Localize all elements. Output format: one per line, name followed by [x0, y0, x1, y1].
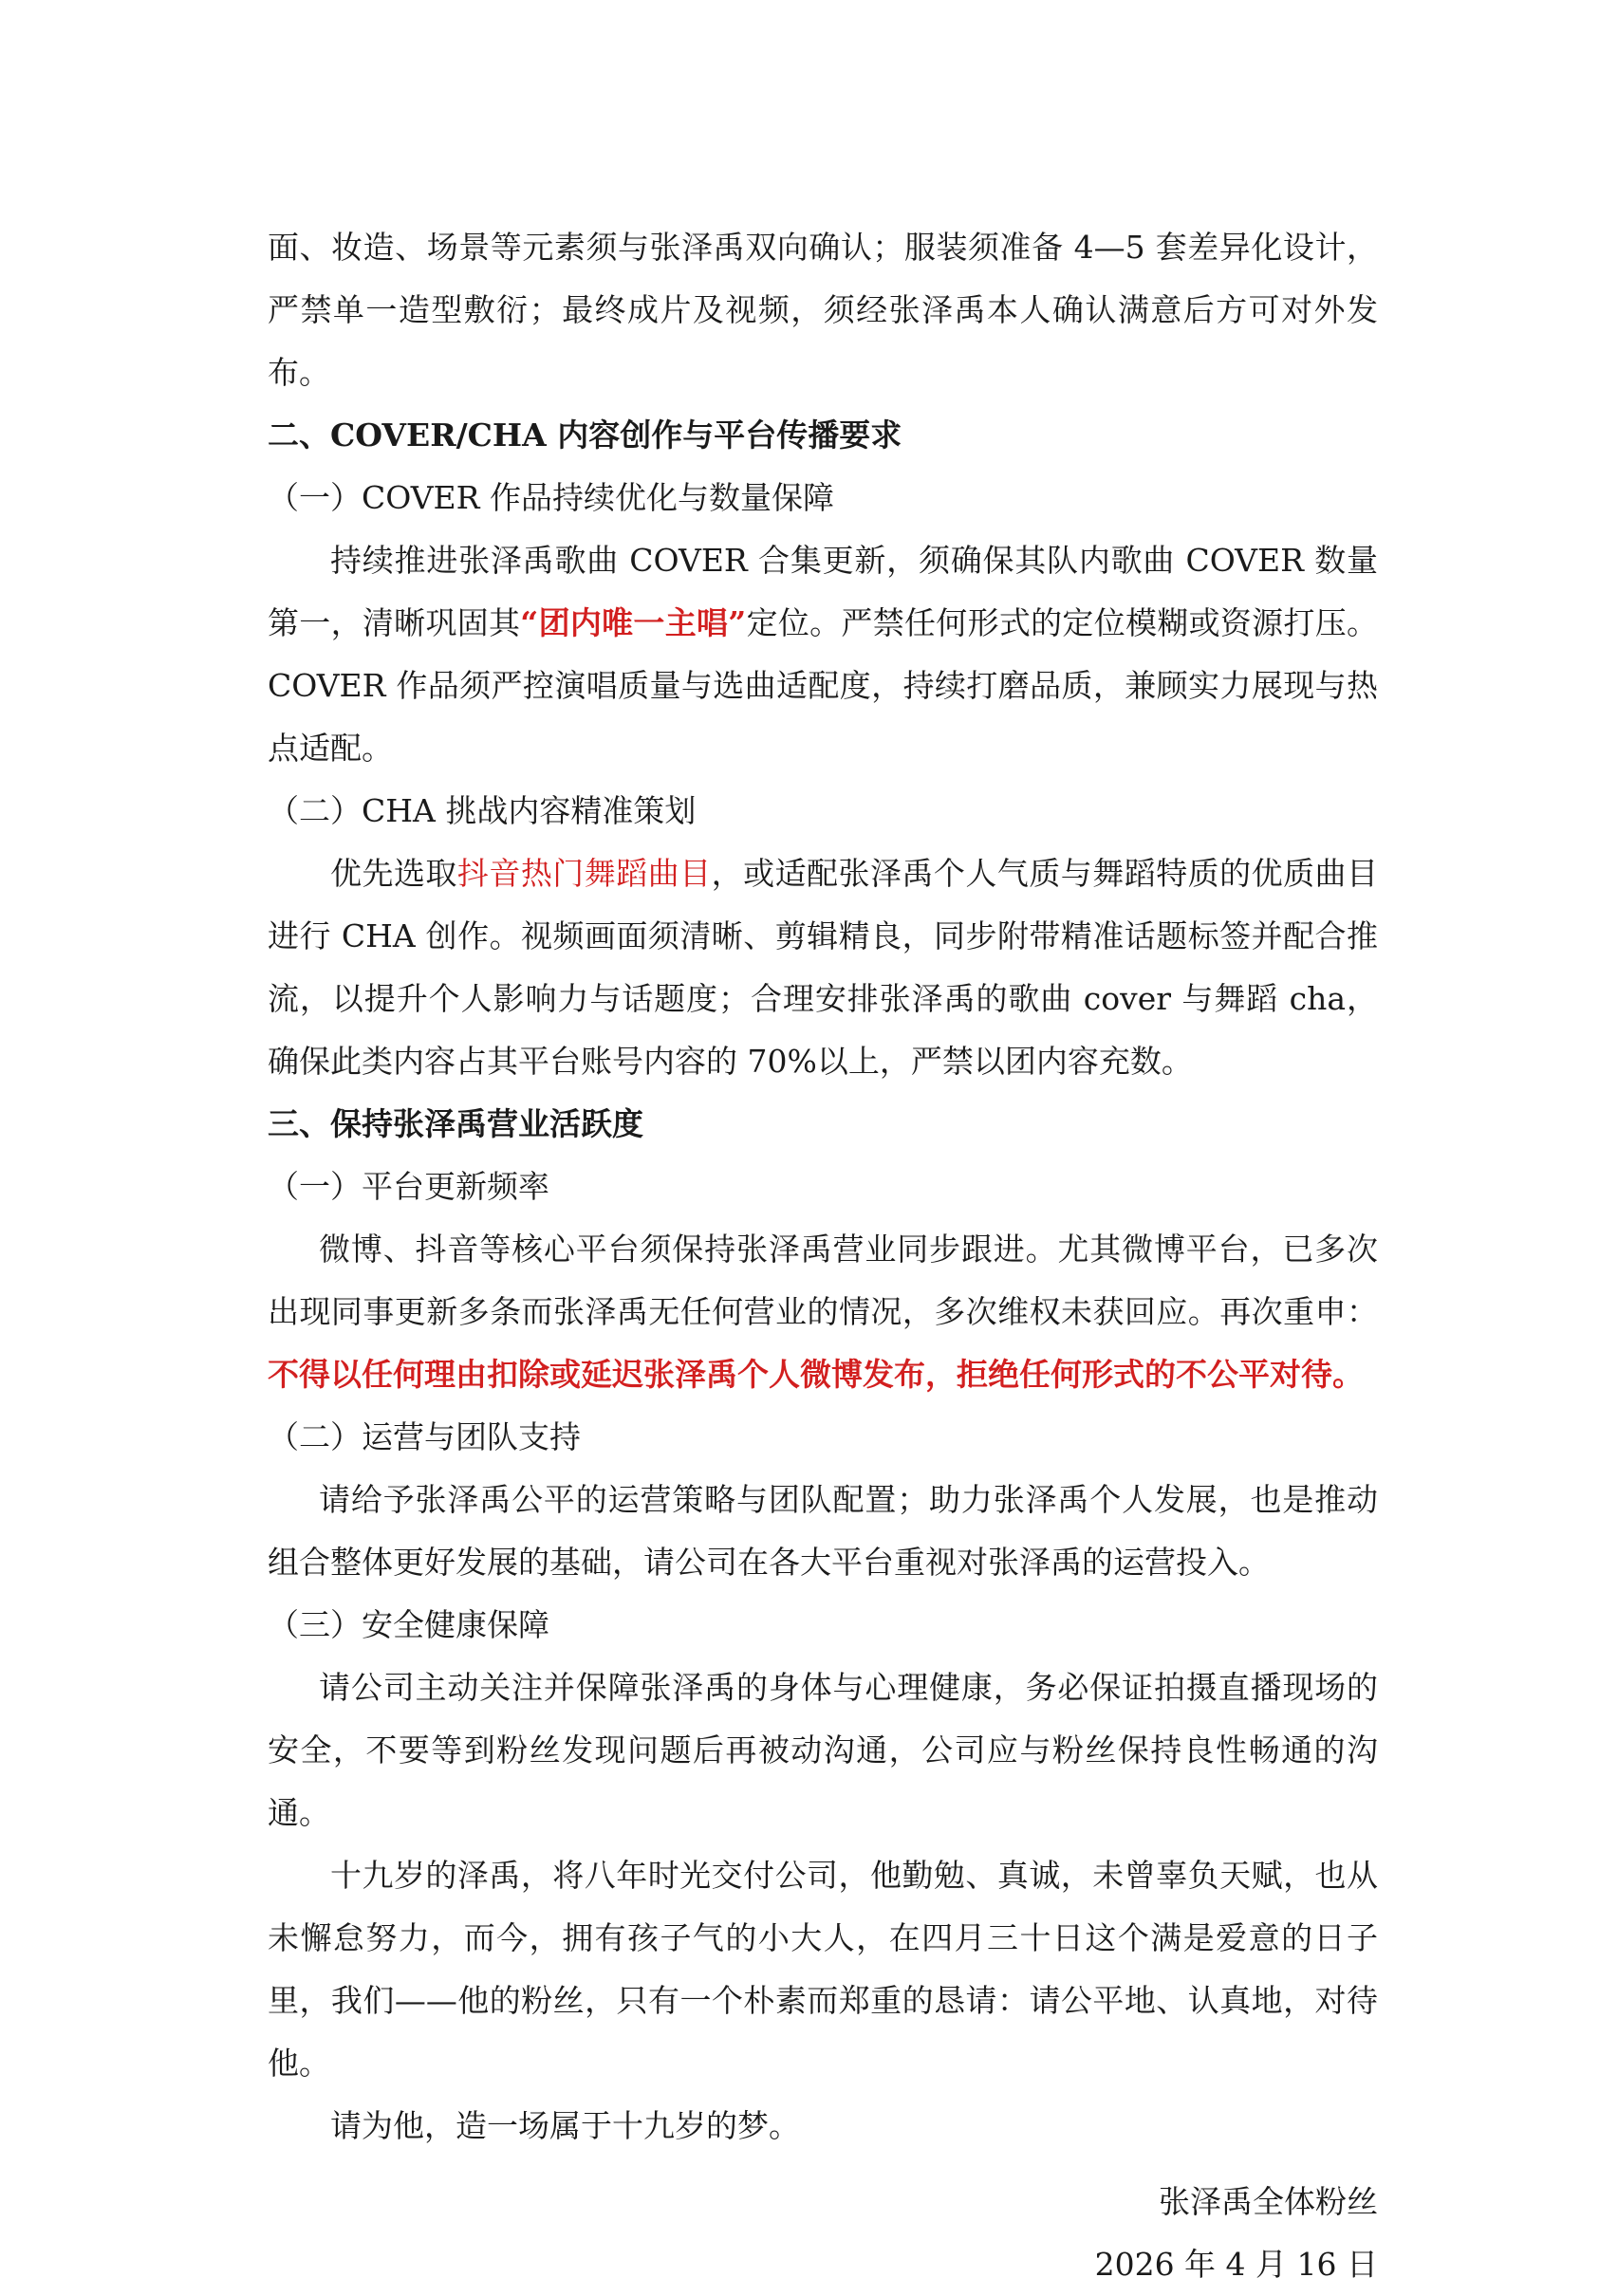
section-2-sub-1-heading: （一）COVER 作品持续优化与数量保障: [268, 479, 834, 516]
paragraph-text: 定位。严禁任何形式的定位模糊或资源打压。COVER 作品须严控演唱质量与选曲适配度，持续打磨品质，兼顾实力展现与热点适配。: [268, 604, 1379, 767]
paragraph-text: 优先选取: [330, 855, 457, 892]
highlighted-phrase: “团内唯一主唱”: [520, 604, 747, 641]
section-2-heading: 二、COVER/CHA 内容创作与平台传播要求: [268, 417, 902, 454]
letter-body: [268, 216, 1378, 2296]
section-3-sub-1-paragraph: [268, 1218, 1378, 1406]
highlighted-statement: 不得以任何理由扣除或延迟张泽禹个人微博发布，拒绝任何形式的不公平对待。: [268, 1356, 1364, 1393]
section-3-sub-1-heading: （一）平台更新频率: [268, 1168, 549, 1205]
intro-paragraph: 面、妆造、场景等元素须与张泽禹双向确认；服装须准备 4—5 套差异化设计，严禁单一造型敷衍；最终成片及视频，须经张泽禹本人确认满意后方可对外发布。: [268, 229, 1378, 391]
section-2-sub-2-heading: （二）CHA 挑战内容精准策划: [268, 792, 697, 829]
signature: 张泽禹全体粉丝: [1159, 2183, 1378, 2220]
section-3-heading: 三、保持张泽禹营业活跃度: [268, 1105, 643, 1142]
date: 2026 年 4 月 16 日: [1094, 2246, 1378, 2283]
section-3-sub-3-paragraph: 请公司主动关注并保障张泽禹的身体与心理健康，务必保证拍摄直播现场的安全，不要等到粉丝发现问题后再被动沟通，公司应与粉丝保持良性畅通的沟通。: [268, 1669, 1378, 1831]
section-3-sub-2-heading: （二）运营与团队支持: [268, 1418, 581, 1455]
closing-paragraph: 十九岁的泽禹，将八年时光交付公司，他勤勉、真诚，未曾辜负天赋，也从未懈怠努力，而今，拥有孩子气的小大人，在四月三十日这个满是爱意的日子里，我们——他的粉丝，只有一个朴素而郑重的恳请：请公平地、认真地，对待他。: [268, 1857, 1378, 2082]
paragraph-text: 微博、抖音等核心平台须保持张泽禹营业同步跟进。尤其微博平台，已多次出现同事更新多条而张泽禹无任何营业的情况，多次维权未获回应。再次重申：: [268, 1231, 1378, 1330]
highlighted-phrase: 抖音热门舞蹈曲目: [456, 855, 712, 892]
closing-line: 请为他，造一场属于十九岁的梦。: [330, 2107, 800, 2144]
section-3-sub-2-paragraph: 请给予张泽禹公平的运营策略与团队配置；助力张泽禹个人发展，也是推动组合整体更好发展的基础，请公司在各大平台重视对张泽禹的运营投入。: [268, 1481, 1378, 1581]
section-2-sub-2-paragraph: [268, 842, 1378, 1093]
section-3-sub-3-heading: （三）安全健康保障: [268, 1606, 549, 1643]
paragraph-text: 持续推进张泽禹歌曲 COVER 合集更新，须确保其队内歌曲 COVER 数量第一，清晰巩固其: [268, 542, 1378, 641]
paragraph-text: ，或适配张泽禹个人气质与舞蹈特质的优质曲目进行 CHA 创作。视频画面须清晰、剪辑精良，同步附带精准话题标签并配合推流，以提升个人影响力与话题度；合理安排张泽禹的歌曲 cover 与舞蹈 cha，确保此类内容占其平台账号内容的 70%以上，严禁以团内容充数。: [268, 855, 1378, 1080]
section-2-sub-1-paragraph: [268, 529, 1378, 780]
